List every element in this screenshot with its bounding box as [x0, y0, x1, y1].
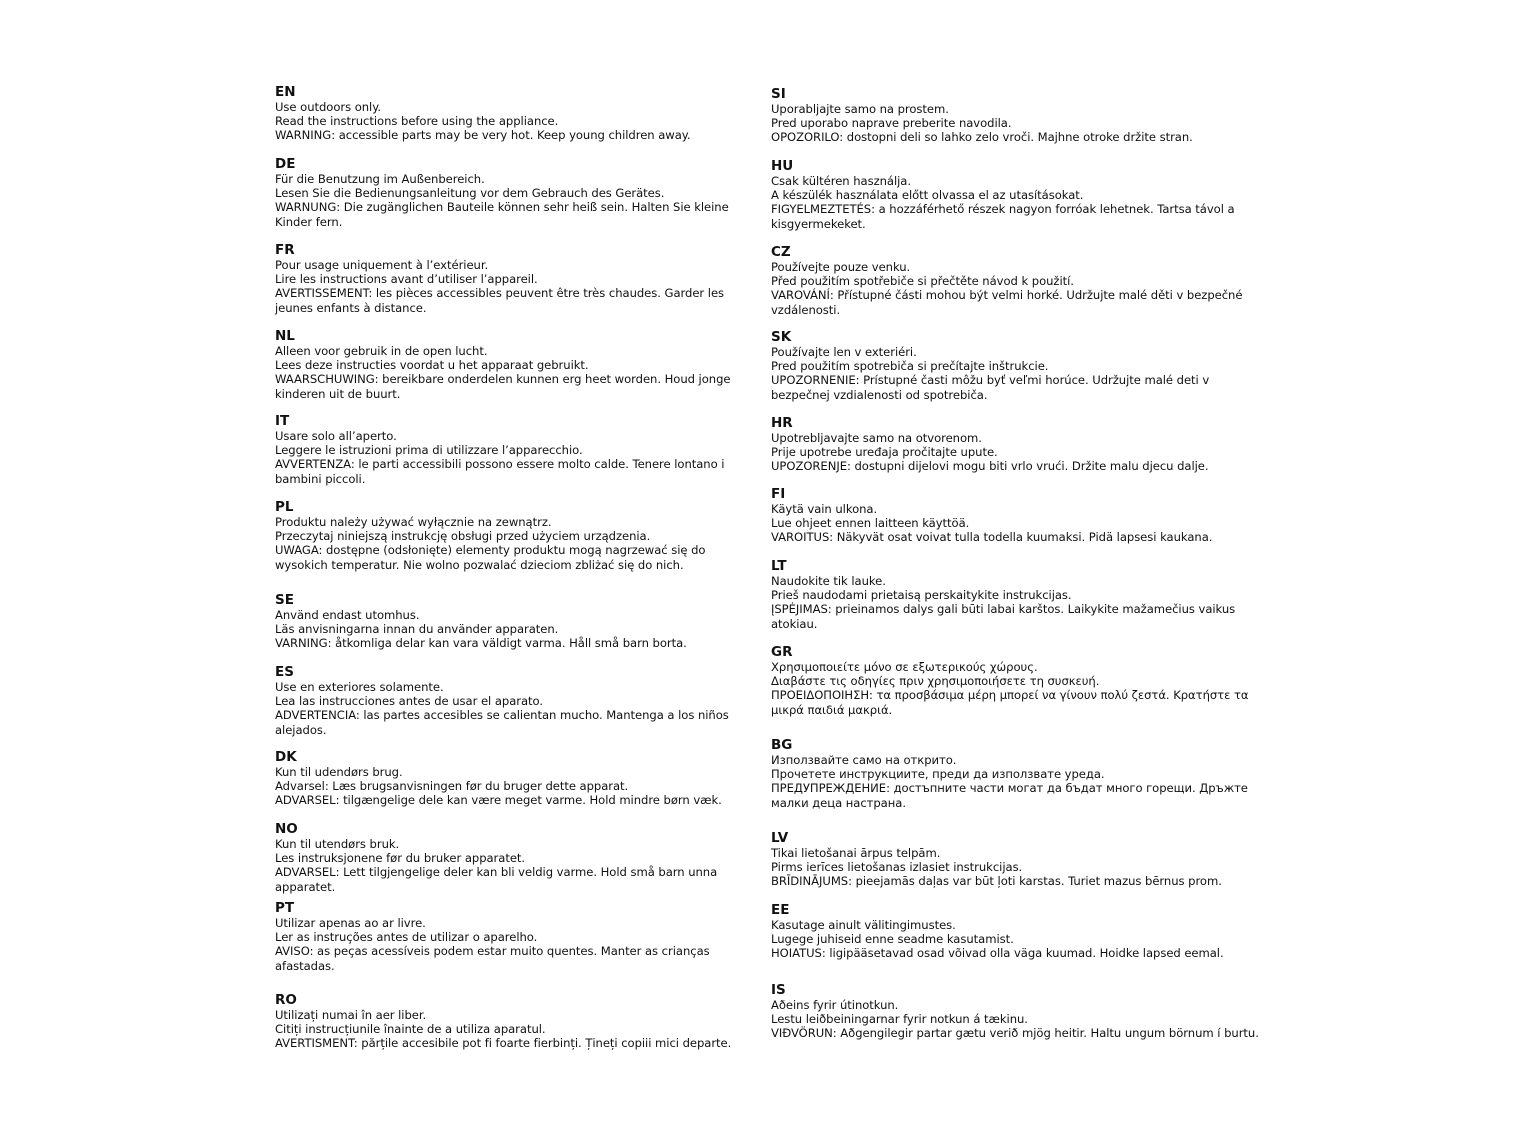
- text-line: Naudokite tik lauke.: [771, 574, 886, 588]
- text-line: Les instruksjonene før du bruker apparatet.: [275, 851, 526, 866]
- language-code: DE: [275, 156, 296, 172]
- language-block-bg: [771, 738, 1261, 810]
- language-code: LT: [771, 558, 787, 574]
- text-line: Csak kültéren használja.: [771, 174, 911, 188]
- text-line: Lea las instrucciones antes de usar el aparato.: [275, 694, 543, 709]
- text-line: AVVERTENZA: le parti accessibili possono essere molto calde. Tenere lontano i bambini piccoli.: [275, 457, 725, 486]
- text-line: VARNING: åtkomliga delar kan vara väldigt varma. Håll små barn borta.: [275, 636, 687, 651]
- language-code: BG: [771, 737, 793, 753]
- text-line: Utilizar apenas ao ar livre.: [275, 916, 426, 930]
- language-code: FI: [771, 486, 786, 502]
- text-line: Przeczytaj niniejszą instrukcję obsługi przed użyciem urządzenia.: [275, 529, 651, 544]
- text-line: Pour usage uniquement à l’extérieur.: [275, 258, 489, 272]
- text-line: FIGYELMEZTETÉS: a hozzáférhető részek nagyon forróak lehetnek. Tartsa távol a kisgyermekeket.: [771, 202, 1235, 231]
- language-block-no: [275, 822, 760, 894]
- language-block-is: [771, 983, 1261, 1041]
- text-line: Lesen Sie die Bedienungsanleitung vor dem Gebrauch des Gerätes.: [275, 186, 665, 201]
- language-block-fr: [275, 243, 760, 315]
- language-block-lt: [771, 559, 1261, 631]
- language-block-pl: [275, 500, 760, 572]
- text-line: Používejte pouze venku.: [771, 260, 911, 274]
- text-line: Прочетете инструкциите, преди да използвате уреда.: [771, 767, 1105, 782]
- text-line: ADVARSEL: Lett tilgjengelige deler kan bli veldig varme. Hold små barn unna apparatet.: [275, 865, 718, 894]
- text-line: Tikai lietošanai ārpus telpām.: [771, 846, 941, 860]
- language-block-gr: [771, 645, 1261, 717]
- language-code: EN: [275, 84, 296, 100]
- text-line: BRĪDINĀJUMS: pieejamās daļas var būt ļoti karstas. Turiet mazus bērnus prom.: [771, 874, 1222, 889]
- text-line: VAROVÁNÍ: Přístupné části mohou být velmi horké. Udržujte malé děti v bezpečné vzdálenosti.: [771, 288, 1243, 317]
- language-code: LV: [771, 830, 789, 846]
- text-line: AVERTISSEMENT: les pièces accessibles peuvent être très chaudes. Garder les jeunes enfants à distance.: [275, 286, 725, 315]
- language-code: ES: [275, 664, 294, 680]
- text-line: WARNUNG: Die zugänglichen Bauteile können sehr heiß sein. Halten Sie kleine Kinder fern.: [275, 200, 729, 229]
- language-block-cz: [771, 245, 1261, 317]
- text-line: Pirms ierīces lietošanas izlasiet instrukcijas.: [771, 860, 1023, 875]
- language-code: GR: [771, 644, 793, 660]
- language-code: FR: [275, 242, 295, 258]
- language-block-sk: [771, 330, 1261, 402]
- text-line: Uporabljajte samo na prostem.: [771, 102, 949, 116]
- language-code: NL: [275, 328, 295, 344]
- language-code: EE: [771, 902, 790, 918]
- language-block-ee: [771, 903, 1261, 961]
- text-line: Χρησιμοποιείτε μόνο σε εξωτερικούς χώρους.: [771, 660, 1038, 674]
- text-line: Läs anvisningarna innan du använder apparaten.: [275, 622, 559, 637]
- language-code: CZ: [771, 244, 791, 260]
- language-code: HR: [771, 415, 793, 431]
- text-line: UPOZORENJE: dostupni dijelovi mogu biti vrlo vrući. Držite malu djecu dalje.: [771, 459, 1209, 474]
- text-line: Citiți instrucțiunile înainte de a utiliza aparatul.: [275, 1022, 546, 1037]
- text-line: Lestu leiðbeiningarnar fyrir notkun á tækinu.: [771, 1012, 1028, 1027]
- text-line: A készülék használata előtt olvassa el az utasításokat.: [771, 188, 1084, 203]
- text-line: ADVERTENCIA: las partes accesibles se calientan mucho. Mantenga a los niños alejados.: [275, 708, 729, 737]
- text-line: Pred použitím spotrebiča si prečítajte inštrukcie.: [771, 359, 1049, 374]
- text-line: ADVARSEL: tilgængelige dele kan være meget varme. Hold mindre børn væk.: [275, 793, 722, 808]
- text-line: Use outdoors only.: [275, 100, 382, 114]
- text-line: Använd endast utomhus.: [275, 608, 420, 622]
- text-line: UPOZORNENIE: Prístupné časti môžu byť veľmi horúce. Udržujte malé deti v bezpečnej vzdialenosti od spotrebiča.: [771, 373, 1210, 402]
- language-block-de: [275, 157, 760, 229]
- text-line: Advarsel: Læs brugsanvisningen før du bruger dette apparat.: [275, 779, 629, 794]
- text-line: VIÐVÖRUN: Aðgengilegir partar gætu verið mjög heitir. Haltu ungum börnum í burtu.: [771, 1026, 1259, 1041]
- text-line: Lugege juhiseid enne seadme kasutamist.: [771, 932, 1014, 947]
- text-line: Produktu należy używać wyłącznie na zewnątrz.: [275, 515, 552, 529]
- text-line: Use en exteriores solamente.: [275, 680, 444, 694]
- text-line: Käytä vain ulkona.: [771, 502, 878, 516]
- language-code: HU: [771, 158, 794, 174]
- text-line: Prije upotrebe uređaja pročitajte upute.: [771, 445, 998, 460]
- language-block-en: [275, 85, 760, 143]
- text-line: Read the instructions before using the appliance.: [275, 114, 559, 129]
- text-line: Usare solo all’aperto.: [275, 429, 397, 443]
- text-line: OPOZORILO: dostopni deli so lahko zelo vroči. Majhne otroke držite stran.: [771, 130, 1193, 145]
- language-code: IT: [275, 413, 290, 429]
- text-line: Prieš naudodami prietaisą perskaitykite instrukcijas.: [771, 588, 1072, 603]
- text-line: Lees deze instructies voordat u het apparaat gebruikt.: [275, 358, 589, 373]
- language-block-si: [771, 87, 1261, 145]
- language-code: SE: [275, 592, 294, 608]
- text-line: AVISO: as peças acessíveis podem estar muito quentes. Manter as crianças afastadas.: [275, 944, 710, 973]
- text-line: HOIATUS: ligipääsetavad osad võivad olla väga kuumad. Hoidke lapsed eemal.: [771, 946, 1224, 961]
- language-code: PL: [275, 499, 294, 515]
- text-line: ΠΡΟΕΙΔΟΠΟΙΗΣΗ: τα προσβάσιμα μέρη μπορεί να γίνουν πολύ ζεστά. Κρατήστε τα μικρά παιδιά μακριά.: [771, 688, 1249, 717]
- language-code: NO: [275, 821, 298, 837]
- text-line: Leggere le istruzioni prima di utilizzare l’apparecchio.: [275, 443, 583, 458]
- text-line: Lire les instructions avant d’utiliser l’appareil.: [275, 272, 538, 287]
- language-block-lv: [771, 831, 1261, 889]
- language-block-it: [275, 414, 760, 486]
- text-line: Kun til udendørs brug.: [275, 765, 403, 779]
- text-line: ĮSPĖJIMAS: prieinamos dalys gali būti labai karštos. Laikykite mažamečius vaikus atokiau.: [771, 602, 1236, 631]
- text-line: Използвайте само на открито.: [771, 753, 957, 767]
- text-line: UWAGA: dostępne (odsłonięte) elementy produktu mogą nagrzewać się do wysokich temperatur. Nie wolno pozwalać dzieciom zbliżać się do nich.: [275, 543, 706, 572]
- language-block-hu: [771, 159, 1261, 231]
- language-code: SK: [771, 329, 792, 345]
- text-line: Pred uporabo naprave preberite navodila.: [771, 116, 1012, 131]
- text-line: AVERTISMENT: părțile accesibile pot fi foarte fierbinți. Țineți copiii mici departe.: [275, 1036, 732, 1051]
- language-code: SI: [771, 86, 786, 102]
- text-line: Aðeins fyrir útinotkun.: [771, 998, 899, 1012]
- text-line: Lue ohjeet ennen laitteen käyttöä.: [771, 516, 970, 531]
- language-block-dk: [275, 750, 760, 808]
- text-line: Před použitím spotřebiče si přečtěte návod k použití.: [771, 274, 1074, 289]
- language-code: DK: [275, 749, 297, 765]
- language-block-es: [275, 665, 760, 737]
- text-line: Používajte len v exteriéri.: [771, 345, 917, 359]
- text-line: VAROITUS: Näkyvät osat voivat tulla todella kuumaksi. Pidä lapsesi kaukana.: [771, 530, 1213, 545]
- text-line: WAARSCHUWING: bereikbare onderdelen kunnen erg heet worden. Houd jonge kinderen uit de buurt.: [275, 372, 731, 401]
- text-line: Διαβάστε τις οδηγίες πριν χρησιμοποιήσετε τη συσκευή.: [771, 674, 1100, 689]
- text-line: Upotrebljavajte samo na otvorenom.: [771, 431, 982, 445]
- text-line: Für die Benutzung im Außenbereich.: [275, 172, 485, 186]
- language-code: RO: [275, 992, 297, 1008]
- language-block-hr: [771, 416, 1261, 474]
- text-line: Ler as instruções antes de utilizar o aparelho.: [275, 930, 538, 945]
- language-code: IS: [771, 982, 786, 998]
- text-line: ПРЕДУПРЕЖДЕНИЕ: достъпните части могат да бъдат много горещи. Дръжте малки деца настрана.: [771, 781, 1248, 810]
- language-block-fi: [771, 487, 1261, 545]
- language-block-se: [275, 593, 760, 651]
- text-line: Kasutage ainult välitingimustes.: [771, 918, 956, 932]
- text-line: Kun til utendørs bruk.: [275, 837, 400, 851]
- language-block-nl: [275, 329, 760, 401]
- language-block-ro: [275, 993, 760, 1051]
- text-line: Alleen voor gebruik in de open lucht.: [275, 344, 488, 358]
- text-line: Utilizați numai în aer liber.: [275, 1008, 427, 1022]
- language-code: PT: [275, 900, 295, 916]
- language-block-pt: [275, 901, 760, 973]
- text-line: WARNING: accessible parts may be very hot. Keep young children away.: [275, 128, 691, 143]
